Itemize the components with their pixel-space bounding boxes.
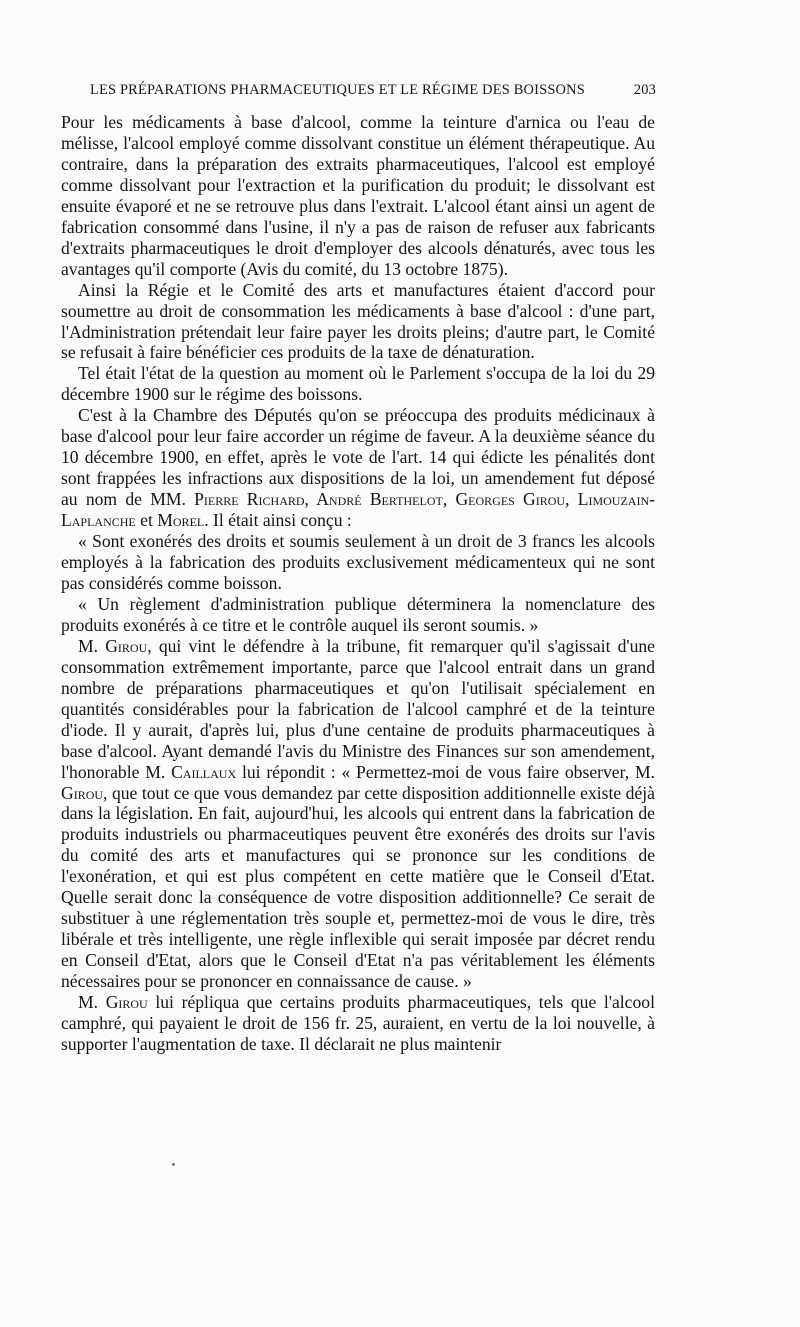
paragraph-girou-speech: M. Girou, qui vint le défendre à la tribune, fit remarquer qu'il s'agissait d'une consommation extrêmement importante, parce que l'alcool entrait dans un grand nombre de préparations pharmaceutiques et qu'on l'utilisait spécialement en quantités considérables pour la fabrication de l'alcool camphré et de la teinture d'iode. Il y aurait, d'après lui, plus d'une centaine de produits pharmaceutiques à base d'alcool. Ayant demandé l'avis du Ministre des Finances sur son amendement, l'honorable M. Caillaux lui répondit : « Permettez-moi de vous faire observer, M. Girou, que tout ce que vous demandez par cette disposition additionnelle existe déjà dans la législation. En fait, aujourd'hui, les alcools qui entrent dans la fabrication de produits industriels ou pharmaceutiques peuvent être exonérés des droits sur l'avis du comité des arts et manufactures qui se prononce sur les conditions de l'exonération, et qui est plus compétent en cette matière que le Conseil d'Etat. Quelle serait donc la conséquence de votre disposition additionnelle? Ce serait de substituer à une réglementation très souple et, permettez-moi de vous le dire, très libérale et très intelligente, une règle inflexible qui serait imposée par décret rendu en Conseil d'Etat, alors que le Conseil d'Etat n'a pas véritablement les éléments nécessaires pour se prononcer en connaissance de cause. »: [61, 635, 656, 992]
girou-speech-text: qui vint le défendre à la tribune, fit remarquer qu'il s'agissait d'une consommation extrêmement importante, parce que l'alcool entrait dans un grand nombre de préparations pharmaceutiques et qu'on l'utilisait spécialement en quantités considérables pour la fabrication de l'alcool camphré et de la teinture d'iode. Il y aurait, d'après lui, plus d'une centaine de produits pharmaceutiques à base d'alcool. Ayant demandé l'avis du Ministre des Finances sur son amendement, l'honorable: [61, 635, 655, 782]
paragraph-1: Pour les médicaments à base d'alcool, comme la teinture d'arnica ou l'eau de mélisse, l'alcool employé comme dissolvant constitue un élément thérapeutique. Au contraire, dans la préparation des extraits pharmaceutiques, l'alcool est employé comme dissolvant pour l'extraction et la purification du produit; le dissolvant est ensuite évaporé et ne se retrouve plus dans l'extrait. L'alcool étant ainsi un agent de fabrication consommé dans l'usine, il n'y a pas de raison de refuser aux fabricants d'extraits pharmaceutiques le droit d'employer des alcools dénaturés, avec tous les avantages qu'il comporte (Avis du comité, du 13 octobre 1875).: [61, 112, 655, 279]
body-text: [61, 112, 655, 1055]
running-header: [90, 82, 656, 100]
name-girou: Girou: [105, 635, 148, 656]
paragraph-4: [61, 405, 655, 531]
caillaux-reply-start: lui répondit : « Permettez-moi de vous faire observer,: [241, 761, 630, 782]
and-word: et: [135, 510, 158, 531]
paragraph-3: Tel était l'état de la question au moment où le Parlement s'occupa de la loi du 29 décembre 1900 sur le régime des boissons.: [61, 363, 655, 405]
deputies-names: Pierre Richard, André Berthelot, Georges Girou, Limouzain-Laplanche: [61, 489, 655, 531]
paragraph-4-text: C'est à la Chambre des Députés qu'on se préoccupa des produits médicinaux à base d'alcool pour leur faire accorder un régime de faveur. A la deuxième séance du 10 décembre 1900, en effet, après le vote de l'art. 14 qui édicte les pénalités dont sont frappées les infractions aux dispositions de la loi, un amendement fut déposé au nom de MM.: [61, 405, 655, 510]
amendment-quote-2: « Un règlement d'administration publique déterminera la nomenclature des produits exonérés à ce titre et le contrôle auquel ils seront soumis. »: [61, 593, 655, 635]
name-caillaux: Caillaux: [171, 761, 237, 782]
m-prefix-3: M.: [634, 761, 656, 782]
amendment-quote-1: « Sont exonérés des droits et soumis seulement à un droit de 3 francs les alcools employés à la fabrication des produits exclusivement médicamenteux qui ne sont pas considérés comme boisson.: [61, 531, 655, 593]
m-prefix-4: M.: [78, 992, 106, 1013]
name-girou-3: Girou: [105, 992, 148, 1013]
caillaux-reply-text: , que tout ce que vous demandez par cette disposition additionnelle existe déjà dans la législation. En fait, aujourd'hui, les alcools qui entrent dans la fabrication de produits industriels ou pharmaceutiques peuvent être exonérés des droits sur l'avis du comité des arts et manufactures qui se prononce sur les conditions de l'exonération, et qui est plus compétent en cette matière que le Conseil d'Etat. Quelle serait donc la conséquence de votre disposition additionnelle? Ce serait de substituer à une réglementation très souple et, permettez-moi de vous le dire, très libérale et très intelligente, une règle inflexible qui serait imposée par décret rendu en Conseil d'Etat, alors que le Conseil d'Etat n'a pas véritablement les éléments nécessaires pour se prononcer en connaissance de cause. »: [61, 782, 655, 992]
running-title: LES PRÉPARATIONS PHARMACEUTIQUES ET LE RÉGIME DES BOISSONS: [90, 82, 585, 98]
name-morel: Morel: [157, 510, 205, 531]
page-number: 203: [633, 82, 656, 98]
name-girou-2: Girou: [61, 782, 104, 803]
paragraph-4-end: . Il était ainsi conçu :: [204, 510, 352, 531]
m-prefix-2: M.: [145, 761, 172, 782]
paragraph-final: [61, 992, 655, 1055]
paragraph-2: Ainsi la Régie et le Comité des arts et manufactures étaient d'accord pour soumettre au droit de consommation les médicaments à base d'alcool : d'une part, l'Administration prétendait leur faire payer les droits pleins; d'autre part, le Comité se refusait à faire bénéficier ces produits de la taxe de dénaturation.: [61, 279, 655, 363]
final-text: lui répliqua que certains produits pharmaceutiques, tels que l'alcool camphré, qui payaient le droit de 156 fr. 25, auraient, en vertu de la loi nouvelle, à supporter l'augmentation de taxe. Il déclarait ne plus maintenir: [61, 992, 655, 1054]
m-prefix: M.: [78, 635, 106, 656]
ink-speck: [172, 1163, 175, 1166]
